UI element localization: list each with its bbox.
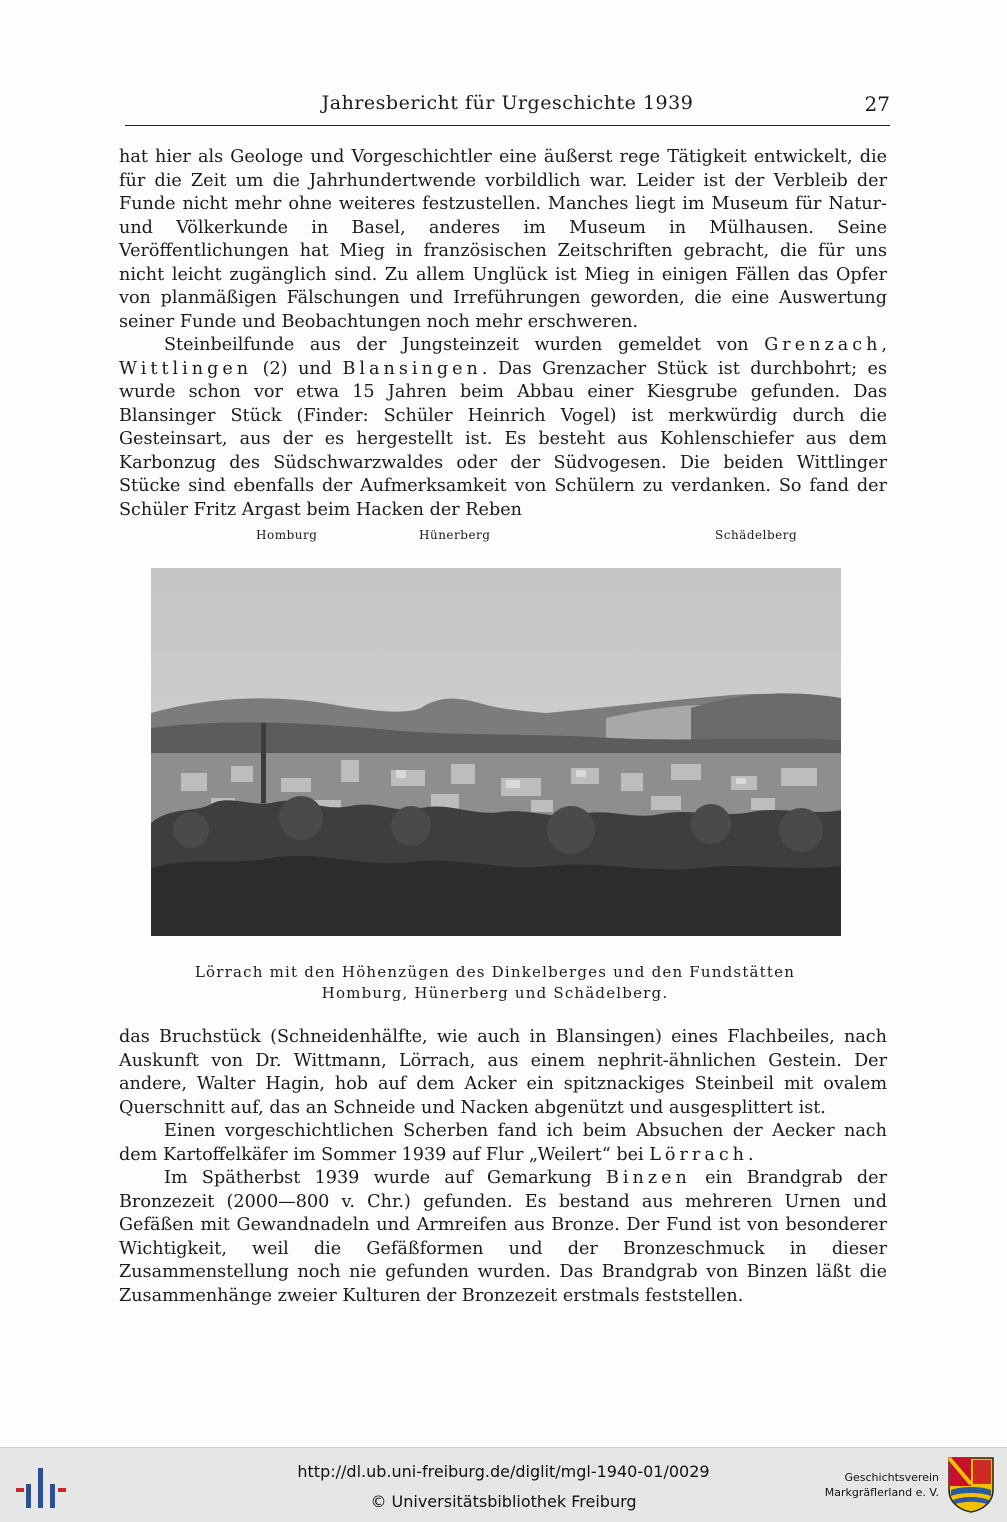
- text-run: Im Spätherbst 1939 wurde auf Gemarkung: [164, 1168, 606, 1188]
- landscape-photo: [151, 568, 841, 936]
- figure-label-huenerberg: Hünerberg: [419, 528, 491, 542]
- footer-copyright: © Universitätsbibliothek Freiburg: [370, 1492, 637, 1511]
- text-run: das Bruchstück (Schneidenhälfte, wie auch in Blansingen) eines Flachbeiles, nach Auskunft von Dr. Wittmann, Lörrach, aus einem nephrit-ähnlichen Gestein. Der andere, Walter Hagin, hob auf dem Acker ein spitznackiges Steinbeil mit ovalem Querschnitt auf, das an Schneide und Nacken abgenützt und ausgesplittert ist.: [119, 1027, 887, 1118]
- text-run: ein Brandgrab der Bronzezeit (2000—800 v. Chr.) gefunden. Es bestand aus mehreren Urnen und Gefäßen mit Gewandnadeln und Armreifen aus Bronze. Der Fund ist von besonderer Wichtigkeit, weil die Gefäßformen und der Bronzeschmuck in dieser Zusammenstellung noch nie gefunden wurden. Das Brandgrab von Binzen läßt die Zusammenhänge zweier Kulturen der Bronzezeit erstmals feststellen.: [119, 1168, 887, 1306]
- text-run: Steinbeilfunde aus der Jungsteinzeit wurden gemeldet von: [164, 335, 765, 355]
- paragraph: [119, 1120, 887, 1167]
- running-head: [125, 92, 890, 122]
- text-run: .: [748, 1144, 754, 1165]
- place-name: Blansingen: [342, 358, 482, 379]
- society-name-line1: Geschichtsverein: [844, 1471, 939, 1484]
- place-name: Grenzach: [764, 335, 882, 355]
- header-rule: [125, 125, 890, 126]
- text-run: . Das Grenzacher Stück ist durchbohrt; es wurde schon vor etwa 15 Jahren beim Abbau einer Kiesgrube gefunden. Das Blansinger Stück (Finder: Schüler Heinrich Vogel) ist merkwürdig durch die Gesteinsart, aus der es hergestellt ist. Es besteht aus Kohlenschiefer aus dem Karbonzug des Südschwarzwaldes oder der Südvogesen. Die beiden Wittlinger Stücke sind ebenfalls der Aufmerksamkeit von Schülern zu verdanken. So fand der Schüler Fritz Argast beim Hacken der Reben: [119, 358, 887, 520]
- place-name: Lörrach: [649, 1144, 749, 1165]
- figure-caption: Lörrach mit den Höhenzügen des Dinkelberges und den Fundstätten Homburg, Hünerberg und Schädelberg.: [194, 963, 796, 1002]
- text-block-top: [119, 146, 887, 522]
- text-run: Einen vorgeschichtlichen Scherben fand ich beim Absuchen der Aecker nach dem Kartoffelkäfer im Sommer 1939 auf Flur „Weilert“ bei: [119, 1121, 887, 1165]
- text-run: ,: [881, 335, 887, 355]
- text-run: (2) und: [252, 358, 343, 379]
- footer-url-link[interactable]: http://dl.ub.uni-freiburg.de/diglit/mgl-1940-01/0029: [297, 1462, 710, 1481]
- footer-bar: [0, 1447, 1007, 1522]
- paragraph: [119, 1026, 887, 1120]
- text-run: hat hier als Geologe und Vorgeschichtler eine äußerst rege Tätigkeit entwickelt, die für die Zeit um die Jahrhundertwende vorbildlich war. Leider ist der Verbleib der Funde nicht mehr ohne weiteres festzustellen. Manches liegt im Museum für Natur- und Völkerkunde in Basel, anderes im Museum in Mülhausen. Seine Veröffentlichungen hat Mieg in französischen Zeitschriften gebracht, die für uns nicht leicht zugänglich sind. Zu allem Unglück ist Mieg in einigen Fällen das Opfer von planmäßigen Fälschungen und Irreführungen geworden, die eine Auswertung seiner Funde und Beobachtungen noch mehr erschweren.: [119, 147, 887, 332]
- figure-label-schaedelberg: Schädelberg: [715, 528, 798, 542]
- page-number: 27: [864, 92, 890, 116]
- paragraph: [119, 146, 887, 334]
- figure-label-homburg: Homburg: [256, 528, 318, 542]
- society-name-line2: Markgräflerland e. V.: [824, 1486, 939, 1499]
- paragraph: [119, 334, 887, 522]
- society-name: [825, 1470, 939, 1500]
- place-name: Wittlingen: [119, 358, 253, 379]
- town-panorama-image: [151, 568, 841, 936]
- running-title: Jahresbericht für Urgeschichte 1939: [321, 92, 694, 114]
- paragraph: [119, 1167, 887, 1308]
- text-block-bottom: [119, 1026, 887, 1308]
- place-name: Binzen: [605, 1168, 691, 1188]
- coat-of-arms-icon: [947, 1456, 995, 1514]
